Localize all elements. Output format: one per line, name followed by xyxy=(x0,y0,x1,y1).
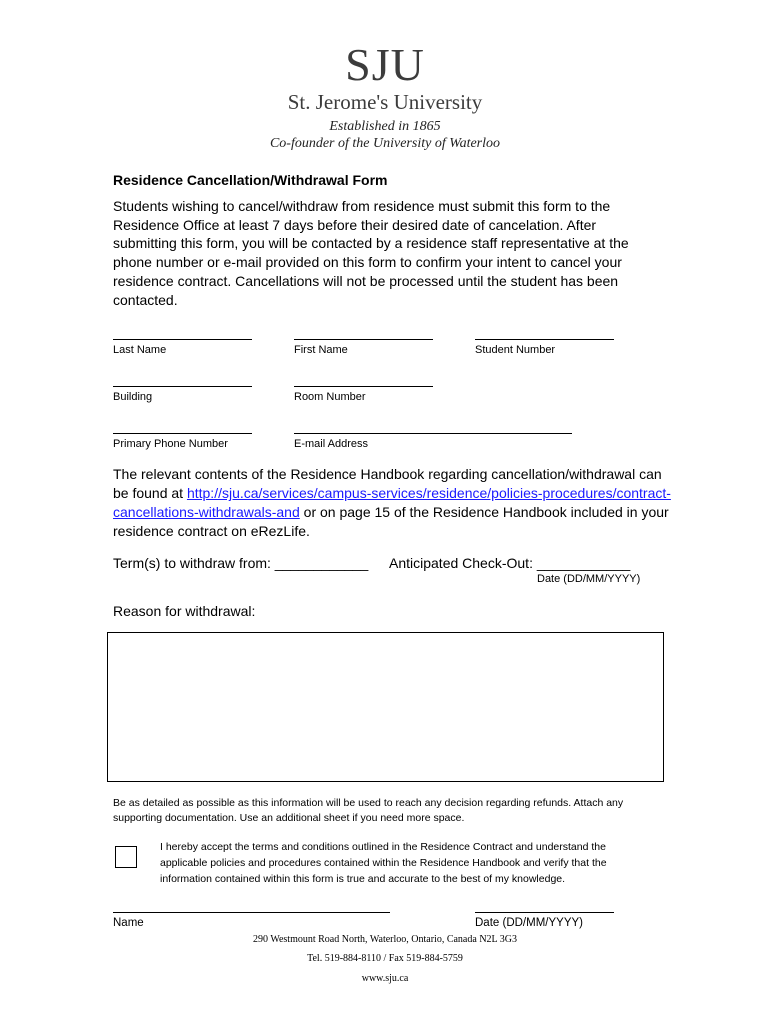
checkout-date-hint: Date (DD/MM/YYYY) xyxy=(537,573,641,585)
footer-website: www.sju.ca xyxy=(361,973,409,984)
logo-mark: SJU xyxy=(345,39,425,90)
footer-address: 290 Westmount Road North, Waterloo, Ontario, Canada N2L 3G3 xyxy=(253,934,517,945)
room-number-field[interactable] xyxy=(294,386,433,387)
accept-checkbox[interactable] xyxy=(115,846,137,868)
university-name: St. Jerome's University xyxy=(287,90,483,114)
first-name-field[interactable] xyxy=(294,339,433,340)
term-field[interactable]: Term(s) to withdraw from: ____________ xyxy=(113,555,369,571)
signature-date-label: Date (DD/MM/YYYY) xyxy=(475,917,583,929)
handbook-text-post: or on page 15 of the Residence Handbook included in your residence contract on eRezLife. xyxy=(113,504,669,539)
signature-name-label: Name xyxy=(113,917,144,929)
accept-text: I hereby accept the terms and conditions outlined in the Residence Contract and understand the applicable policies and procedures contained within the Residence Handbook and verify that the information contained within this form is true and accurate to the best of my knowledge. xyxy=(160,841,607,885)
handbook-paragraph xyxy=(113,465,673,541)
phone-field[interactable] xyxy=(113,433,252,434)
building-label: Building xyxy=(113,391,153,403)
intro-paragraph: Students wishing to cancel/withdraw from residence must submit this form to the Residence Office at least 7 days before their desired date of cancelation. After submitting this form, you will be contacted by a residence staff representative at the phone number or e-mail provided on this form to confirm your intent to cancel your residence contract. Cancellations will not be processed until the student has been contacted. xyxy=(113,198,629,308)
phone-label: Primary Phone Number xyxy=(113,438,228,450)
cofounder-line: Co-founder of the University of Waterloo xyxy=(269,136,501,151)
established-line: Established in 1865 xyxy=(329,119,441,134)
email-label: E-mail Address xyxy=(294,438,368,450)
signature-date-field[interactable] xyxy=(475,912,614,913)
signature-name-field[interactable] xyxy=(113,912,390,913)
handbook-link[interactable]: http://sju.ca/services/campus-services/residence/policies-procedures/contract-cancellations-withdrawals-and xyxy=(113,485,671,520)
reason-textarea[interactable] xyxy=(107,632,664,782)
footer-phone: Tel. 519-884-8110 / Fax 519-884-5759 xyxy=(307,953,463,964)
last-name-label: Last Name xyxy=(113,344,167,356)
handbook-text-pre: The relevant contents of the Residence Handbook regarding cancellation/withdrawal can be found at xyxy=(113,466,662,501)
building-field[interactable] xyxy=(113,386,252,387)
student-number-field[interactable] xyxy=(475,339,614,340)
form-title: Residence Cancellation/Withdrawal Form xyxy=(113,172,388,188)
email-field[interactable] xyxy=(294,433,572,434)
detail-note: Be as detailed as possible as this information will be used to reach any decision regarding refunds. Attach any supporting documentation. Use an additional sheet if you need more space. xyxy=(113,797,624,824)
room-number-label: Room Number xyxy=(294,391,366,403)
checkout-field[interactable]: Anticipated Check-Out: ____________ xyxy=(389,555,631,571)
last-name-field[interactable] xyxy=(113,339,252,340)
student-number-label: Student Number xyxy=(475,344,556,356)
reason-label: Reason for withdrawal: xyxy=(113,603,256,619)
first-name-label: First Name xyxy=(294,344,348,356)
